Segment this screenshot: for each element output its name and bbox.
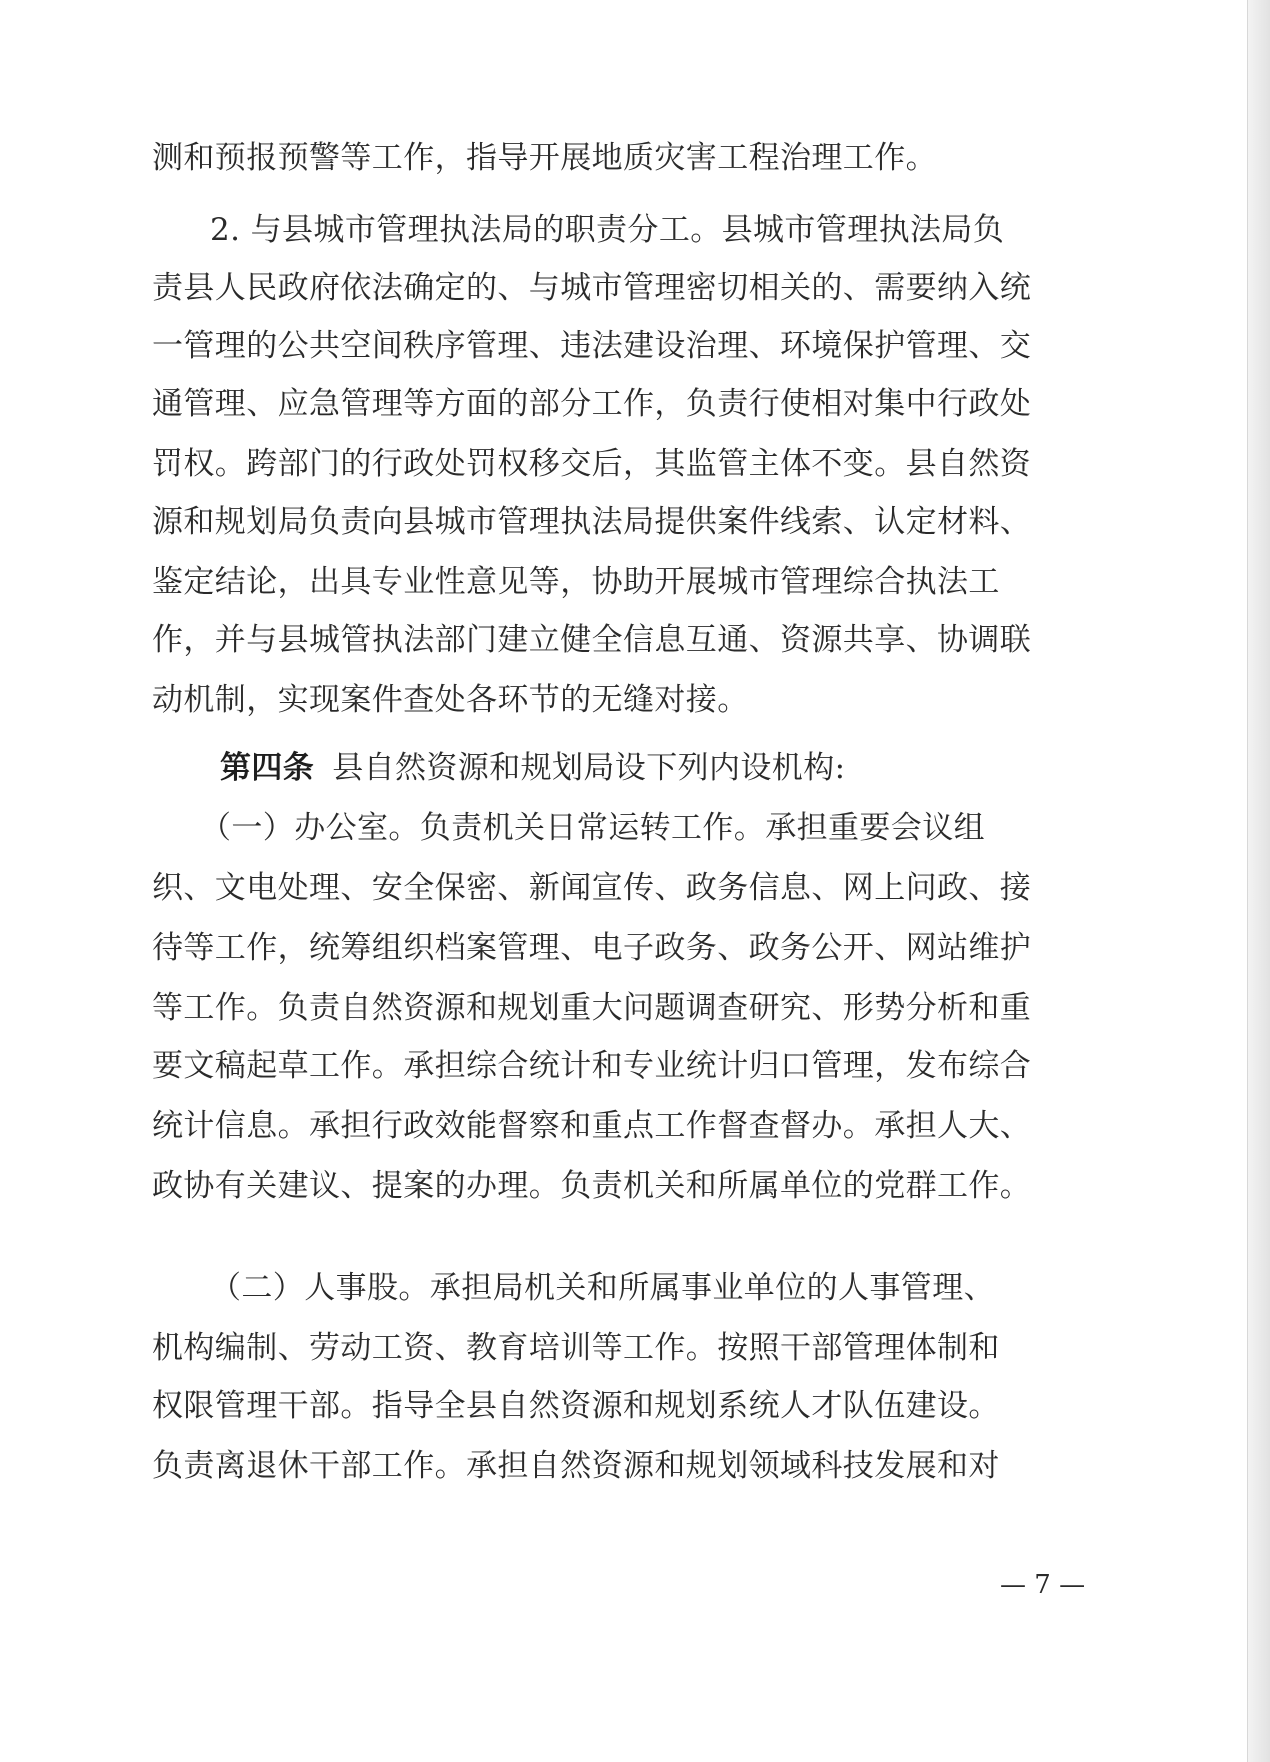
section-line: 等工作。负责自然资源和规划重大问题调查研究、形势分析和重 [152,990,1032,1026]
scan-edge [1247,0,1270,1762]
section-line: 要文稿起草工作。承担综合统计和专业统计归口管理，发布综合 [152,1048,1032,1084]
section-line: （一）办公室。负责机关日常运转工作。承担重要会议组 [200,810,985,846]
article-text: 县自然资源和规划局设下列内设机构: [332,750,846,786]
section-line: 机构编制、劳动工资、教育培训等工作。按照干部管理体制和 [152,1330,1000,1366]
body-line: 测和预报预警等工作，指导开展地质灾害工程治理工作。 [152,140,937,176]
section-line: （二）人事股。承担局机关和所属事业单位的人事管理、 [210,1270,995,1306]
article-label: 第四条 [220,750,315,786]
section-line: 权限管理干部。指导全县自然资源和规划系统人才队伍建设。 [152,1388,1000,1424]
body-line: 动机制，实现案件查处各环节的无缝对接。 [152,682,749,718]
section-line: 待等工作，统筹组织档案管理、电子政务、政务公开、网站维护 [152,930,1032,966]
body-line: 通管理、应急管理等方面的部分工作，负责行使相对集中行政处 [152,386,1032,422]
section-line: 政协有关建议、提案的办理。负责机关和所属单位的党群工作。 [152,1168,1032,1204]
body-line: 源和规划局负责向县城市管理执法局提供案件线索、认定材料、 [152,504,1032,540]
body-line: 鉴定结论，出具专业性意见等，协助开展城市管理综合执法工 [152,564,1000,600]
body-line: 一管理的公共空间秩序管理、违法建设治理、环境保护管理、交 [152,328,1032,364]
body-line: 2. 与县城市管理执法局的职责分工。县城市管理执法局负 [210,212,1005,248]
body-line: 罚权。跨部门的行政处罚权移交后，其监管主体不变。县自然资 [152,446,1032,482]
section-line: 织、文电处理、安全保密、新闻宣传、政务信息、网上问政、接 [152,870,1032,906]
section-line: 负责离退休干部工作。承担自然资源和规划领域科技发展和对 [152,1448,1000,1484]
article-four-heading [220,748,845,788]
page-number: — 7 — [1000,1570,1086,1600]
body-line: 作，并与县城管执法部门建立健全信息互通、资源共享、协调联 [152,622,1032,658]
section-line: 统计信息。承担行政效能督察和重点工作督查督办。承担人大、 [152,1108,1032,1144]
body-line: 责县人民政府依法确定的、与城市管理密切相关的、需要纳入统 [152,270,1032,306]
